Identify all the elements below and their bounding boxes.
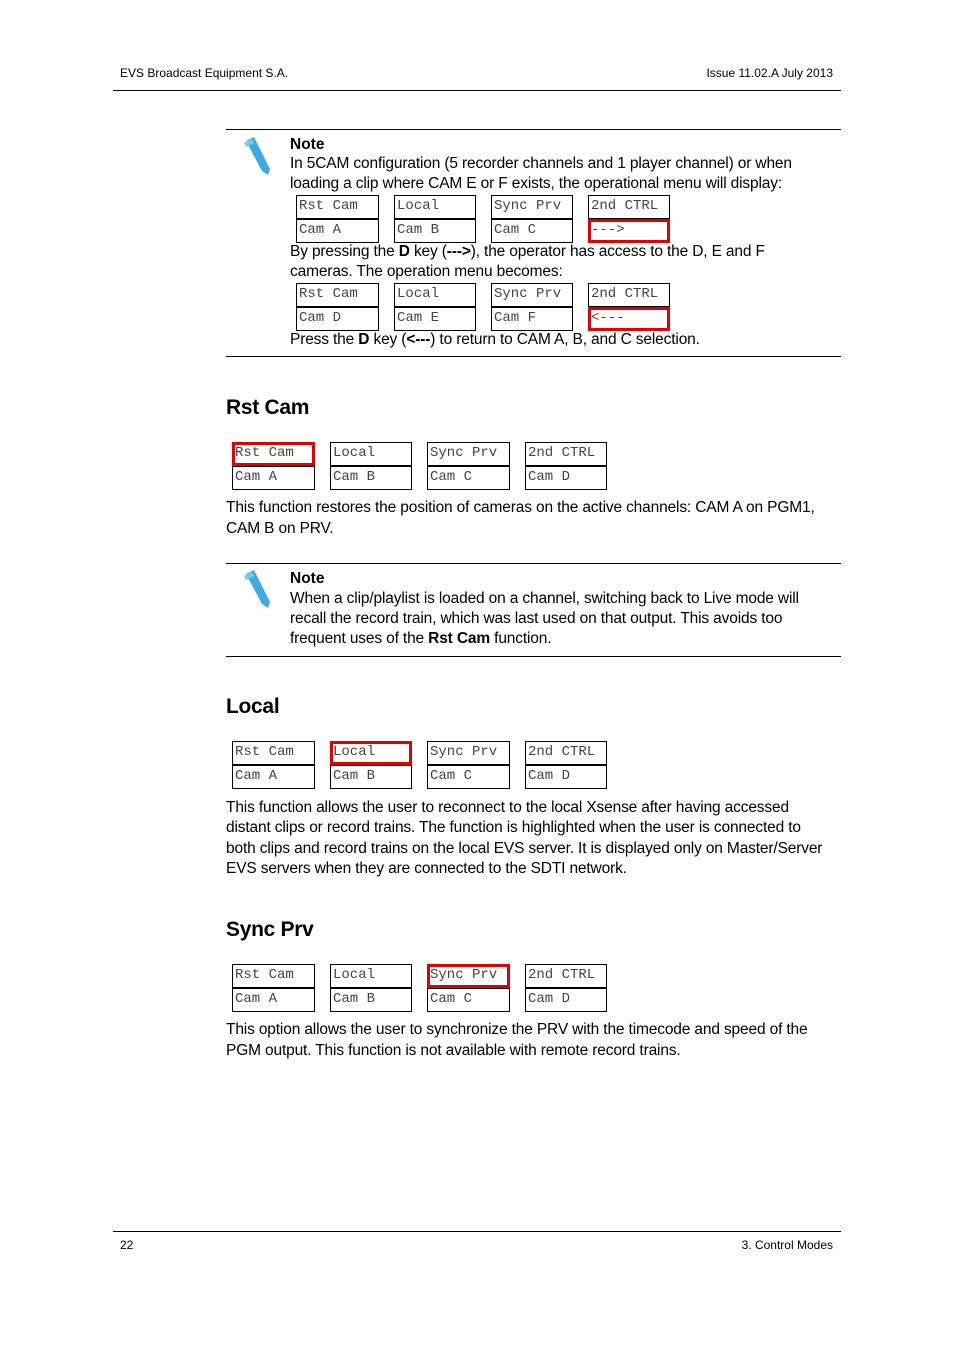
note-top-rule — [226, 563, 841, 564]
body-text-line: CAM B on PRV. — [226, 520, 334, 537]
menu-cell: 2nd CTRL — [588, 283, 670, 307]
body-text-line: both clips and record trains on the local EVS server. It is displayed only on Master/Server — [226, 840, 823, 857]
note-text-line: cameras. The operation menu becomes: — [290, 263, 563, 280]
section-heading-local: Local — [226, 695, 280, 718]
menu-cell: Cam C — [491, 219, 573, 243]
menu-cell: Sync Prv — [427, 741, 510, 765]
body-text-line: EVS servers when they are connected to the SDTI network. — [226, 860, 627, 877]
menu-cell-highlighted: Rst Cam — [232, 442, 315, 466]
note-bottom-rule — [226, 656, 841, 657]
menu-cell: Local — [330, 964, 412, 988]
menu-cell: Cam B — [330, 466, 412, 490]
menu-cell: Local — [330, 442, 412, 466]
body-text-line: PGM output. This function is not available with remote record trains. — [226, 1042, 681, 1059]
body-text-line: This option allows the user to synchronize the PRV with the timecode and speed of the — [226, 1021, 808, 1038]
menu-cell: Cam C — [427, 988, 510, 1012]
header-company: EVS Broadcast Equipment S.A. — [120, 66, 289, 80]
note-text-line: By pressing the D key (--->), the operator has access to the D, E and F — [290, 243, 765, 260]
menu-cell-highlighted: <--- — [588, 307, 670, 331]
menu-cell-highlighted: Sync Prv — [427, 964, 510, 988]
menu-cell: 2nd CTRL — [525, 741, 607, 765]
header-rule — [113, 90, 841, 91]
menu-cell: Cam F — [491, 307, 573, 331]
header-issue: Issue 11.02.A July 2013 — [706, 66, 833, 80]
note-text-line: In 5CAM configuration (5 recorder channels and 1 player channel) or when — [290, 155, 792, 172]
note-top-rule — [226, 129, 841, 130]
menu-cell: Cam D — [525, 988, 607, 1012]
menu-cell: Cam D — [296, 307, 379, 331]
note-text-line: Press the D key (<---) to return to CAM A, B, and C selection. — [290, 331, 700, 348]
menu-cell: Local — [394, 283, 476, 307]
note-text-line: frequent uses of the Rst Cam function. — [290, 630, 552, 647]
footer-chapter: 3. Control Modes — [741, 1238, 833, 1252]
section-heading-sync-prv: Sync Prv — [226, 918, 314, 941]
menu-cell: Sync Prv — [491, 283, 573, 307]
body-text-line: This function restores the position of cameras on the active channels: CAM A on PGM1, — [226, 499, 815, 516]
note-pen-icon — [240, 135, 280, 177]
menu-cell: Rst Cam — [232, 741, 315, 765]
note-text-line: When a clip/playlist is loaded on a channel, switching back to Live mode will — [290, 590, 799, 607]
menu-cell-highlighted: Local — [330, 741, 412, 765]
menu-cell: Cam A — [296, 219, 379, 243]
menu-cell: Rst Cam — [296, 283, 379, 307]
menu-cell: Sync Prv — [427, 442, 510, 466]
body-text-line: distant clips or record trains. The function is highlighted when the user is connected to — [226, 819, 801, 836]
menu-cell: 2nd CTRL — [525, 964, 607, 988]
body-text-line: This function allows the user to reconnect to the local Xsense after having accessed — [226, 799, 789, 816]
note-title: Note — [290, 570, 325, 587]
note-bottom-rule — [226, 356, 841, 357]
menu-cell: Cam B — [330, 765, 412, 789]
menu-cell: 2nd CTRL — [588, 195, 670, 219]
section-heading-rst-cam: Rst Cam — [226, 396, 310, 419]
menu-cell: Sync Prv — [491, 195, 573, 219]
footer-rule — [113, 1231, 841, 1232]
menu-cell: Rst Cam — [296, 195, 379, 219]
menu-cell: Cam A — [232, 765, 315, 789]
note-text-line: recall the record train, which was last used on that output. This avoids too — [290, 610, 783, 627]
menu-cell: 2nd CTRL — [525, 442, 607, 466]
menu-cell: Cam C — [427, 466, 510, 490]
menu-cell: Cam A — [232, 988, 315, 1012]
menu-cell: Cam C — [427, 765, 510, 789]
note-title: Note — [290, 136, 325, 153]
note-text-line: loading a clip where CAM E or F exists, the operational menu will display: — [290, 175, 783, 192]
page-number: 22 — [120, 1238, 134, 1252]
menu-cell: Cam B — [394, 219, 476, 243]
menu-cell: Cam A — [232, 466, 315, 490]
menu-cell: Cam E — [394, 307, 476, 331]
menu-cell: Cam D — [525, 466, 607, 490]
menu-cell: Cam D — [525, 765, 607, 789]
menu-cell: Cam B — [330, 988, 412, 1012]
note-pen-icon — [240, 568, 280, 610]
menu-cell: Rst Cam — [232, 964, 315, 988]
menu-cell: Local — [394, 195, 476, 219]
menu-cell-highlighted: ---> — [588, 219, 670, 243]
